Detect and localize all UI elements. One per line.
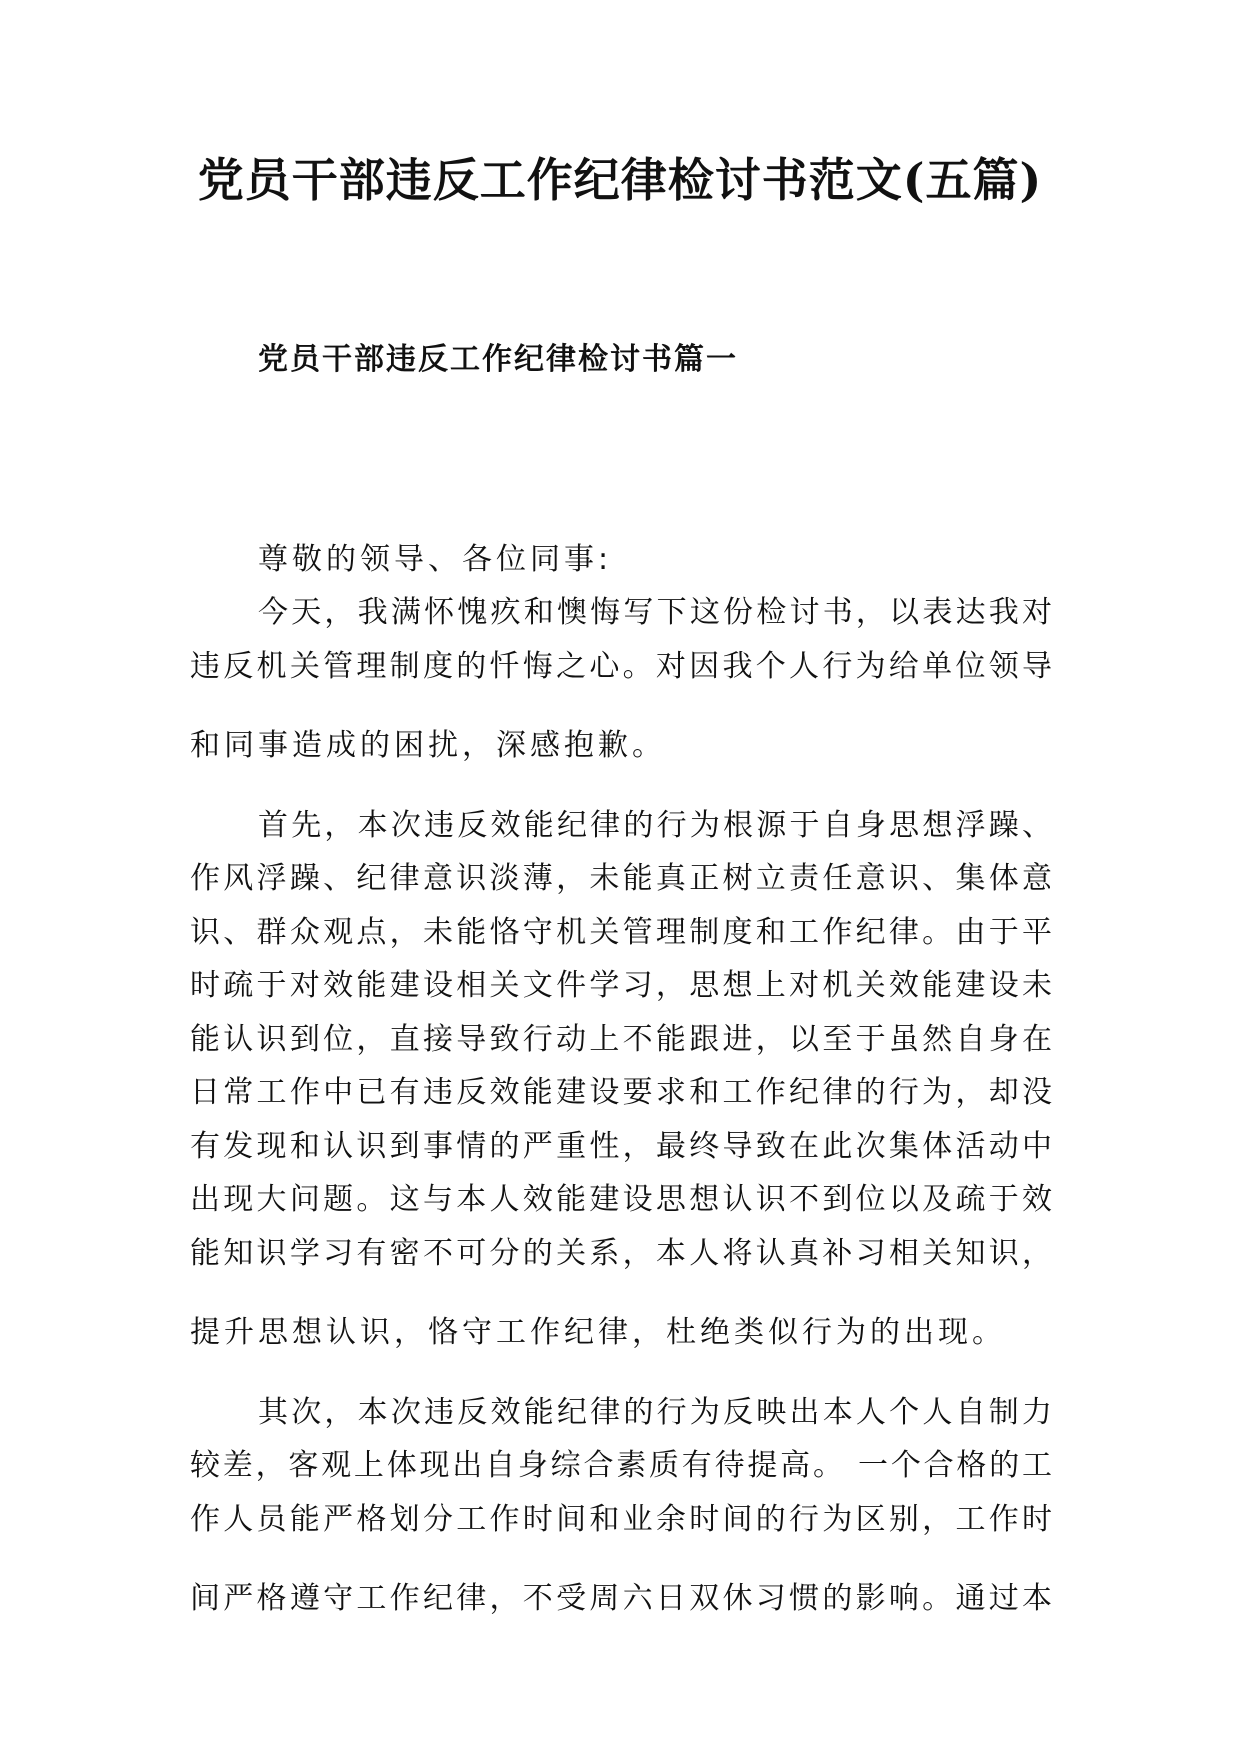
- paragraph-line: 较差，客观上体现出自身综合素质有待提高。 一个合格的工: [190, 1448, 1052, 1483]
- paragraph-line: 日常工作中已有违反效能建设要求和工作纪律的行为，却没: [190, 1075, 1052, 1110]
- salutation-line: 尊敬的领导、各位同事:: [258, 542, 613, 577]
- section-heading: 党员干部违反工作纪律检讨书篇一: [258, 342, 738, 377]
- paragraph-line: 时疏于对效能建设相关文件学习，思想上对机关效能建设未: [190, 968, 1052, 1003]
- paragraph-line: 识、群众观点，未能恪守机关管理制度和工作纪律。由于平: [190, 915, 1052, 950]
- paragraph-line: 间严格遵守工作纪律，不受周六日双休习惯的影响。通过本: [190, 1581, 1052, 1616]
- paragraph-line: 出现大问题。这与本人效能建设思想认识不到位以及疏于效: [190, 1182, 1052, 1217]
- paragraph-line: 作风浮躁、纪律意识淡薄，未能真正树立责任意识、集体意: [190, 861, 1052, 896]
- paragraph-line: 违反机关管理制度的忏悔之心。对因我个人行为给单位领导: [190, 649, 1052, 684]
- paragraph-line: 今天，我满怀愧疚和懊悔写下这份检讨书，以表达我对: [258, 595, 1052, 630]
- paragraph-line: 能知识学习有密不可分的关系，本人将认真补习相关知识，: [190, 1236, 1052, 1271]
- paragraph-line: 和同事造成的困扰，深感抱歉。: [190, 728, 666, 763]
- paragraph-line: 有发现和认识到事情的严重性，最终导致在此次集体活动中: [190, 1129, 1052, 1164]
- paragraph-line: 作人员能严格划分工作时间和业余时间的行为区别，工作时: [190, 1502, 1052, 1537]
- paragraph-line: 能认识到位，直接导致行动上不能跟进，以至于虽然自身在: [190, 1022, 1052, 1057]
- paragraph-line: 提升思想认识，恪守工作纪律，杜绝类似行为的出现。: [190, 1315, 1006, 1350]
- paragraph-line: 首先，本次违反效能纪律的行为根源于自身思想浮躁、: [258, 808, 1052, 843]
- paragraph-line: 其次，本次违反效能纪律的行为反映出本人个人自制力: [258, 1395, 1052, 1430]
- document-title: 党员干部违反工作纪律检讨书范文(五篇): [197, 153, 1043, 207]
